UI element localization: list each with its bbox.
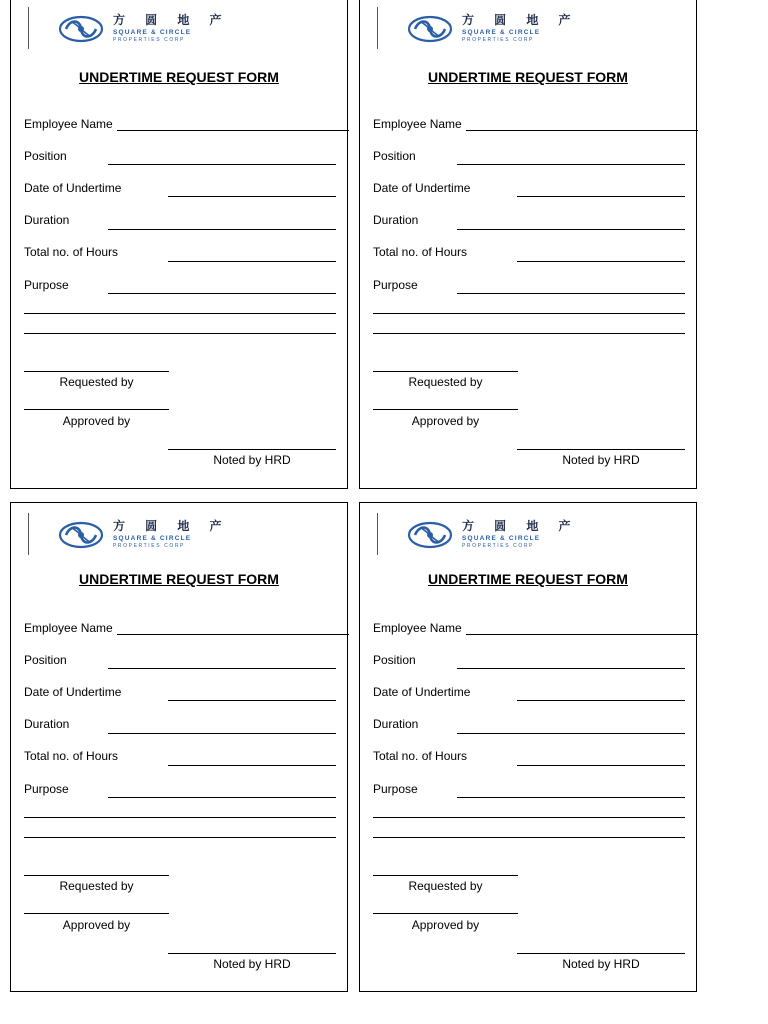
company-name-line2: PROPERTIES CORP xyxy=(113,37,185,43)
noted-by-hrd-label: Noted by HRD xyxy=(562,453,640,467)
approved-by-line[interactable] xyxy=(373,409,518,410)
company-logo xyxy=(28,513,238,555)
employee-name-label: Employee Name xyxy=(24,621,113,635)
position-label: Position xyxy=(373,149,416,163)
company-name-line1: SQUARE & CIRCLE xyxy=(113,535,192,542)
form-copy-top-left xyxy=(10,0,348,489)
employee-name-line[interactable] xyxy=(117,130,349,131)
employee-name-label: Employee Name xyxy=(373,117,462,131)
requested-by-line[interactable] xyxy=(24,875,169,876)
date-of-undertime-label: Date of Undertime xyxy=(24,685,122,699)
total-hours-label: Total no. of Hours xyxy=(24,245,119,259)
company-logo xyxy=(377,513,587,555)
purpose-label: Purpose xyxy=(24,278,69,292)
purpose-label: Purpose xyxy=(373,278,418,292)
total-hours-line[interactable] xyxy=(517,765,685,766)
position-line[interactable] xyxy=(108,164,336,165)
company-name-chinese: 方 圆 地 产 xyxy=(462,13,579,27)
company-name-chinese: 方 圆 地 产 xyxy=(113,519,230,533)
date-of-undertime-label: Date of Undertime xyxy=(373,685,471,699)
purpose-line-3[interactable] xyxy=(24,837,336,838)
noted-by-hrd-line[interactable] xyxy=(168,449,336,450)
logo-divider xyxy=(28,7,29,49)
company-name-line2: PROPERTIES CORP xyxy=(113,543,185,549)
company-name-line1: SQUARE & CIRCLE xyxy=(462,535,541,542)
form-copy-bottom-left xyxy=(10,502,348,992)
purpose-line-2[interactable] xyxy=(24,817,336,818)
logo-divider xyxy=(377,513,378,555)
date-of-undertime-line[interactable] xyxy=(168,196,336,197)
purpose-line-3[interactable] xyxy=(373,333,685,334)
requested-by-label: Requested by xyxy=(408,879,483,893)
requested-by-label: Requested by xyxy=(59,375,134,389)
purpose-line-2[interactable] xyxy=(24,313,336,314)
position-label: Position xyxy=(24,149,67,163)
swirl-emblem-icon xyxy=(407,519,453,551)
duration-label: Duration xyxy=(24,717,70,731)
duration-label: Duration xyxy=(373,213,419,227)
form-copy-top-right xyxy=(359,0,697,489)
purpose-line-3[interactable] xyxy=(373,837,685,838)
purpose-line[interactable] xyxy=(457,797,685,798)
form-copy-bottom-right xyxy=(359,502,697,992)
swirl-emblem-icon xyxy=(58,13,104,45)
purpose-line[interactable] xyxy=(457,293,685,294)
purpose-line-2[interactable] xyxy=(373,313,685,314)
purpose-line-3[interactable] xyxy=(24,333,336,334)
approved-by-label: Approved by xyxy=(411,918,480,932)
date-of-undertime-line[interactable] xyxy=(517,700,685,701)
total-hours-line[interactable] xyxy=(168,765,336,766)
approved-by-line[interactable] xyxy=(24,409,169,410)
purpose-label: Purpose xyxy=(24,782,69,796)
position-label: Position xyxy=(24,653,67,667)
duration-line[interactable] xyxy=(457,229,685,230)
requested-by-line[interactable] xyxy=(373,875,518,876)
employee-name-line[interactable] xyxy=(117,634,349,635)
requested-by-label: Requested by xyxy=(408,375,483,389)
total-hours-label: Total no. of Hours xyxy=(373,749,468,763)
form-title: UNDERTIME REQUEST FORM xyxy=(428,571,628,587)
employee-name-label: Employee Name xyxy=(373,621,462,635)
date-of-undertime-label: Date of Undertime xyxy=(24,181,122,195)
approved-by-label: Approved by xyxy=(411,414,480,428)
company-name-chinese: 方 圆 地 产 xyxy=(462,519,579,533)
purpose-label: Purpose xyxy=(373,782,418,796)
noted-by-hrd-line[interactable] xyxy=(517,449,685,450)
duration-line[interactable] xyxy=(108,733,336,734)
duration-line[interactable] xyxy=(108,229,336,230)
noted-by-hrd-line[interactable] xyxy=(168,953,336,954)
employee-name-line[interactable] xyxy=(466,634,698,635)
requested-by-label: Requested by xyxy=(59,879,134,893)
company-name-line2: PROPERTIES CORP xyxy=(462,37,534,43)
position-label: Position xyxy=(373,653,416,667)
approved-by-label: Approved by xyxy=(62,918,131,932)
company-name-line1: SQUARE & CIRCLE xyxy=(113,29,192,36)
form-title: UNDERTIME REQUEST FORM xyxy=(79,571,279,587)
duration-label: Duration xyxy=(24,213,70,227)
logo-divider xyxy=(377,7,378,49)
purpose-line[interactable] xyxy=(108,293,336,294)
duration-line[interactable] xyxy=(457,733,685,734)
logo-divider xyxy=(28,513,29,555)
requested-by-line[interactable] xyxy=(373,371,518,372)
approved-by-line[interactable] xyxy=(373,913,518,914)
date-of-undertime-label: Date of Undertime xyxy=(373,181,471,195)
date-of-undertime-line[interactable] xyxy=(168,700,336,701)
total-hours-label: Total no. of Hours xyxy=(373,245,468,259)
duration-label: Duration xyxy=(373,717,419,731)
company-name-chinese: 方 圆 地 产 xyxy=(113,13,230,27)
noted-by-hrd-label: Noted by HRD xyxy=(562,957,640,971)
company-logo xyxy=(28,7,238,49)
approved-by-line[interactable] xyxy=(24,913,169,914)
noted-by-hrd-label: Noted by HRD xyxy=(213,957,291,971)
employee-name-label: Employee Name xyxy=(24,117,113,131)
company-name-line2: PROPERTIES CORP xyxy=(462,543,534,549)
approved-by-label: Approved by xyxy=(62,414,131,428)
form-title: UNDERTIME REQUEST FORM xyxy=(428,69,628,85)
purpose-line-2[interactable] xyxy=(373,817,685,818)
total-hours-label: Total no. of Hours xyxy=(24,749,119,763)
position-line[interactable] xyxy=(108,668,336,669)
form-title: UNDERTIME REQUEST FORM xyxy=(79,69,279,85)
date-of-undertime-line[interactable] xyxy=(517,196,685,197)
total-hours-line[interactable] xyxy=(517,261,685,262)
swirl-emblem-icon xyxy=(58,519,104,551)
purpose-line[interactable] xyxy=(108,797,336,798)
company-name-line1: SQUARE & CIRCLE xyxy=(462,29,541,36)
swirl-emblem-icon xyxy=(407,13,453,45)
noted-by-hrd-line[interactable] xyxy=(517,953,685,954)
position-line[interactable] xyxy=(457,668,685,669)
employee-name-line[interactable] xyxy=(466,130,698,131)
total-hours-line[interactable] xyxy=(168,261,336,262)
position-line[interactable] xyxy=(457,164,685,165)
requested-by-line[interactable] xyxy=(24,371,169,372)
noted-by-hrd-label: Noted by HRD xyxy=(213,453,291,467)
company-logo xyxy=(377,7,587,49)
